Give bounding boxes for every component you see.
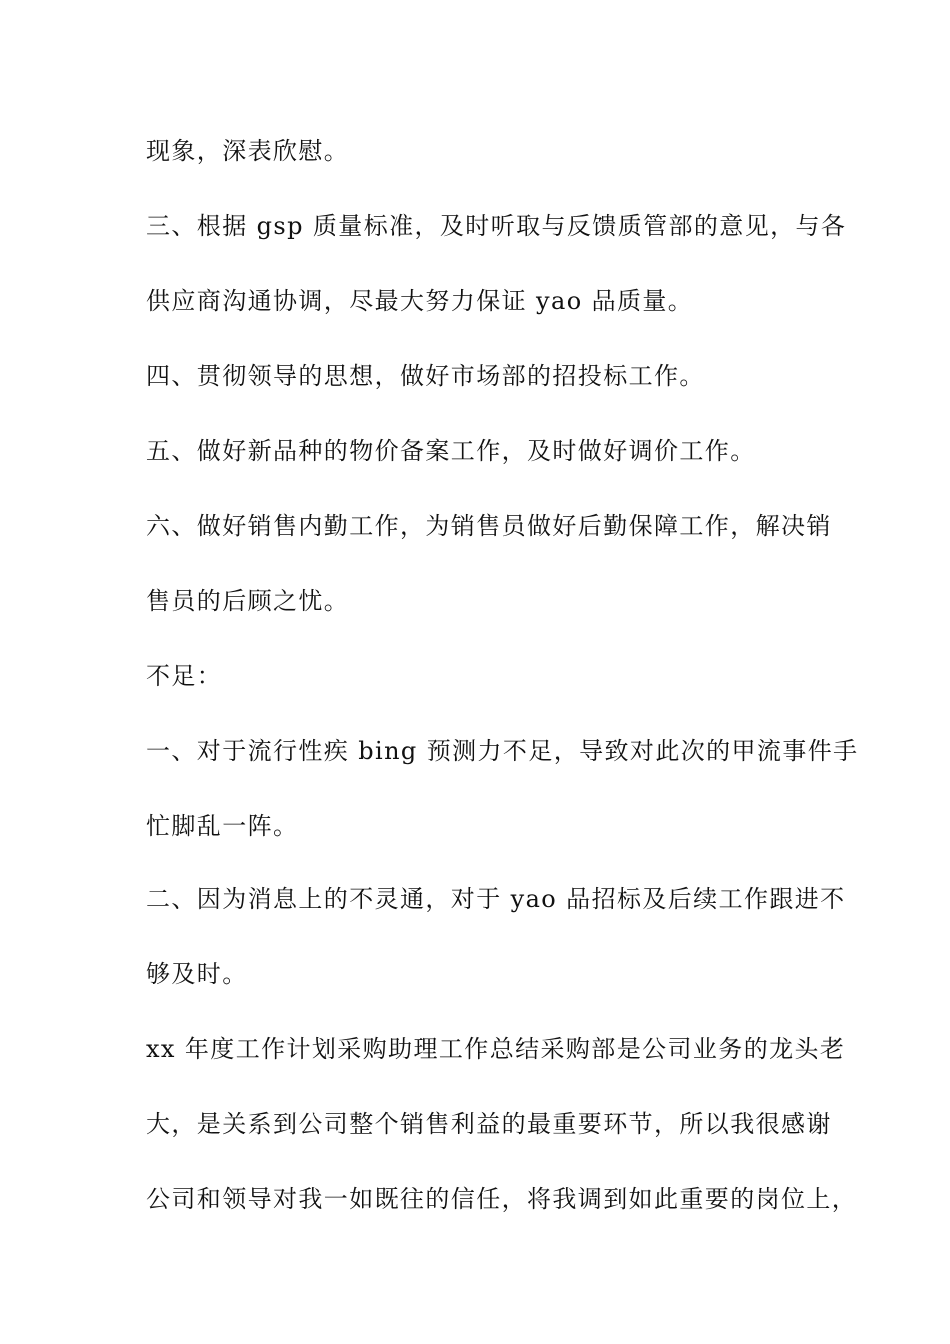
text-line: 一、对于流行性疾 bing 预测力不足，导致对此次的甲流事件手	[146, 737, 859, 765]
text-line: 够及时。	[146, 960, 248, 988]
section-heading: 不足：	[146, 662, 223, 690]
text-line: 售员的后顾之忧。	[146, 587, 350, 615]
text-line: 现象，深表欣慰。	[146, 137, 350, 165]
text-line: 六、做好销售内勤工作，为销售员做好后勤保障工作，解决销	[146, 512, 832, 540]
text-line: 忙脚乱一阵。	[146, 812, 299, 840]
text-line: 四、贯彻领导的思想，做好市场部的招投标工作。	[146, 362, 705, 390]
text-line: 三、根据 gsp 质量标准，及时听取与反馈质管部的意见，与各	[146, 212, 847, 240]
text-line: 五、做好新品种的物价备案工作，及时做好调价工作。	[146, 437, 756, 465]
text-line: 二、因为消息上的不灵通，对于 yao 品招标及后续工作跟进不	[146, 885, 846, 913]
text-line: 公司和领导对我一如既往的信任，将我调到如此重要的岗位上，	[146, 1185, 858, 1213]
text-line: 大，是关系到公司整个销售利益的最重要环节，所以我很感谢	[146, 1110, 832, 1138]
text-line: xx 年度工作计划采购助理工作总结采购部是公司业务的龙头老	[146, 1035, 846, 1063]
text-line: 供应商沟通协调，尽最大努力保证 yao 品质量。	[146, 287, 694, 315]
